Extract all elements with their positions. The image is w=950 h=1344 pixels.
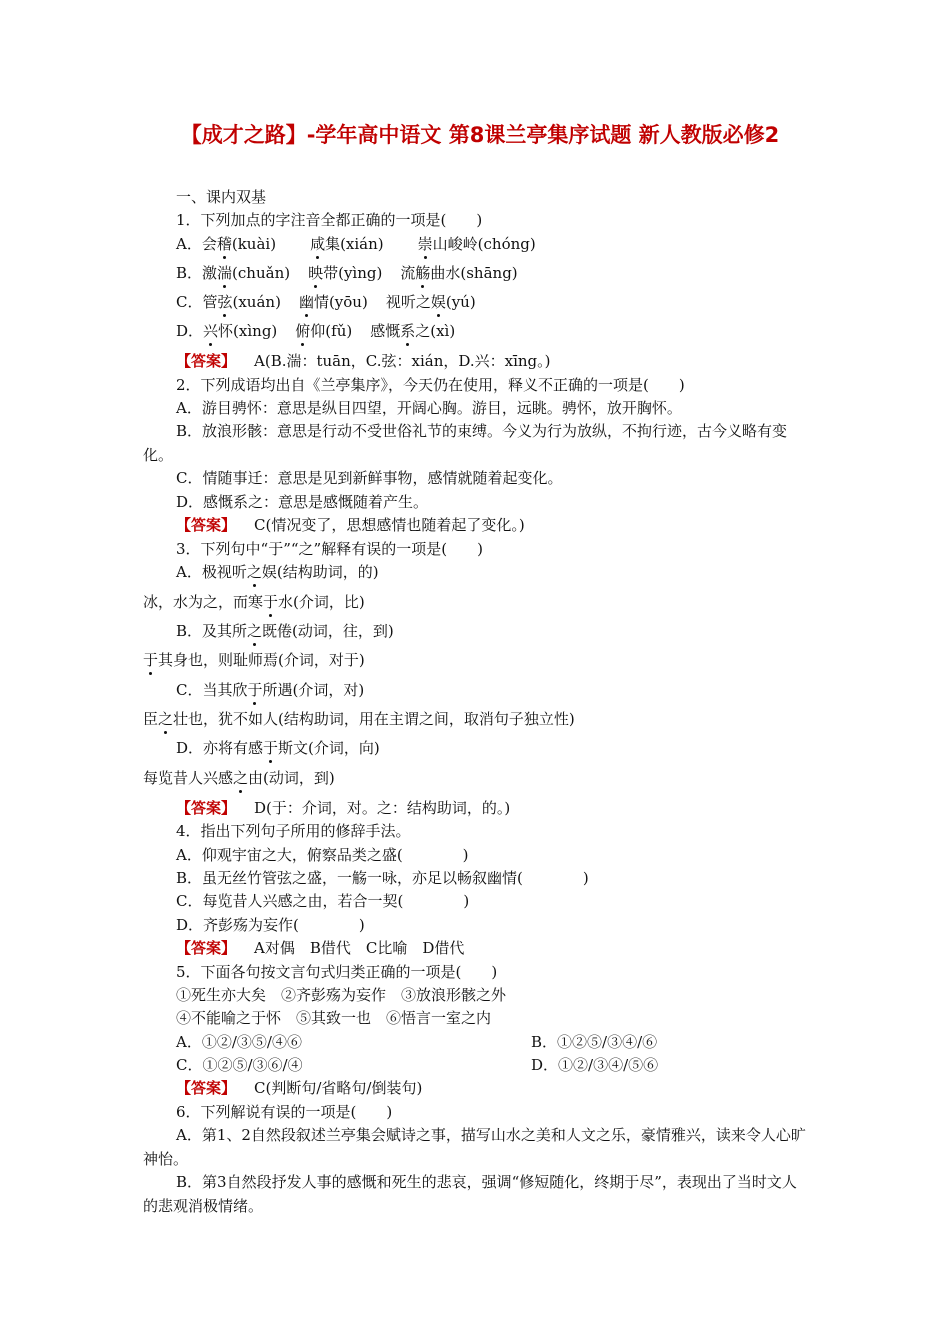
q3-answer: 【答案】 D(于：介词，对。之：结构助词，的。) [176, 799, 511, 817]
q2-answer: 【答案】 C(情况变了，思想感情也随着起了变化。) [176, 516, 525, 534]
q4-stem: 4．指出下列句子所用的修辞手法。 [176, 822, 411, 840]
q5-items-row2: ④不能喻之于怀 ⑤其致一也 ⑥悟言一室之内 [176, 1009, 492, 1027]
q1-option-a: A．会稽(kuài) 咸集(xián) 崇山峻岭(chóng) [176, 235, 536, 253]
q5-option-a: A．①②/③⑤/④⑥ [176, 1033, 302, 1051]
answer-label: 【答案】 [176, 516, 237, 534]
q1-stem: 1．下列加点的字注音全都正确的一项是( ) [176, 211, 483, 229]
q3-option-d2: 每览昔人兴感之由(动词，到) [143, 769, 335, 787]
answer-label: 【答案】 [176, 352, 237, 370]
q5-answer: 【答案】 C(判断句/省略句/倒装句) [176, 1079, 423, 1097]
q1-option-d: D．兴怀(xìng) 俯仰(fǔ) 感慨系之(xì) [176, 322, 456, 340]
q1-option-c: C．管弦(xuán) 幽情(yōu) 视听之娱(yú) [176, 293, 476, 311]
answer-label: 【答案】 [176, 799, 237, 817]
q5-option-c: C．①②⑤/③⑥/④ [176, 1056, 303, 1074]
q6-option-b: B．第3自然段抒发人事的感慨和死生的悲哀，强调“修短随化，终期于尽”，表现出了当时文人的悲观消极情绪。 [143, 1173, 797, 1215]
section-heading: 一、课内双基 [176, 188, 267, 206]
q6-option-a: A．第1、2自然段叙述兰亭集会赋诗之事，描写山水之美和人文之乐，豪情雅兴，读来令人心旷神怡。 [143, 1126, 806, 1168]
q6-stem: 6．下列解说有误的一项是( ) [176, 1103, 393, 1121]
q3-option-a2: 冰，水为之，而寒于水(介词，比) [143, 593, 365, 611]
q3-option-c1: C．当其欣于所遇(介词，对) [176, 681, 365, 699]
answer-label: 【答案】 [176, 939, 237, 957]
q4-option-c: C．每览昔人兴感之由，若合一契( ) [176, 892, 470, 910]
q3-stem: 3．下列句中“于”“之”解释有误的一项是( ) [176, 540, 483, 558]
q3-option-d1: D．亦将有感于斯文(介词，向) [176, 739, 380, 757]
q2-option-d: D．感慨系之：意思是感慨随着产生。 [176, 493, 429, 511]
q5-stem: 5．下面各句按文言句式归类正确的一项是( ) [176, 963, 498, 981]
q3-option-c2: 臣之壮也，犹不如人(结构助词，用在主谓之间，取消句子独立性) [143, 710, 575, 728]
q4-option-b: B．虽无丝竹管弦之盛，一觞一咏，亦足以畅叙幽情( ) [176, 869, 589, 887]
q2-option-c: C．情随事迁：意思是见到新鲜事物，感情就随着起变化。 [176, 469, 563, 487]
answer-label: 【答案】 [176, 1079, 237, 1097]
q1-option-b: B．激湍(chuǎn) 映带(yìng) 流觞曲水(shāng) [176, 264, 518, 282]
q4-answer: 【答案】 A对偶 B借代 C比喻 D借代 [176, 939, 465, 957]
q5-option-d: D．①②/③④/⑤⑥ [531, 1056, 659, 1074]
q4-option-a: A．仰观宇宙之大，俯察品类之盛( ) [176, 846, 469, 864]
q5-items-row1: ①死生亦大矣 ②齐彭殇为妄作 ③放浪形骸之外 [176, 986, 507, 1004]
q1-answer: 【答案】 A(B.湍：tuān，C.弦：xián，D.兴：xīng。) [176, 352, 551, 370]
q3-option-a1: A．极视听之娱(结构助词，的) [176, 563, 379, 581]
q2-option-b: B．放浪形骸：意思是行动不受世俗礼节的束缚。今义为行为放纵，不拘行迹，古今义略有变化。 [143, 422, 788, 464]
q3-option-b2: 于其身也，则耻师焉(介词，对于) [143, 651, 365, 669]
q3-option-b1: B．及其所之既倦(动词，往，到) [176, 622, 394, 640]
document-title: 【成才之路】-学年高中语文 第8课兰亭集序试题 新人教版必修2 [180, 123, 780, 147]
q2-stem: 2．下列成语均出自《兰亭集序》，今天仍在使用，释义不正确的一项是( ) [176, 376, 685, 394]
q4-option-d: D．齐彭殇为妄作( ) [176, 916, 365, 934]
q5-option-b: B．①②⑤/③④/⑥ [531, 1033, 658, 1051]
q2-option-a: A．游目骋怀：意思是纵目四望，开阔心胸。游目，远眺。骋怀，放开胸怀。 [176, 399, 682, 417]
